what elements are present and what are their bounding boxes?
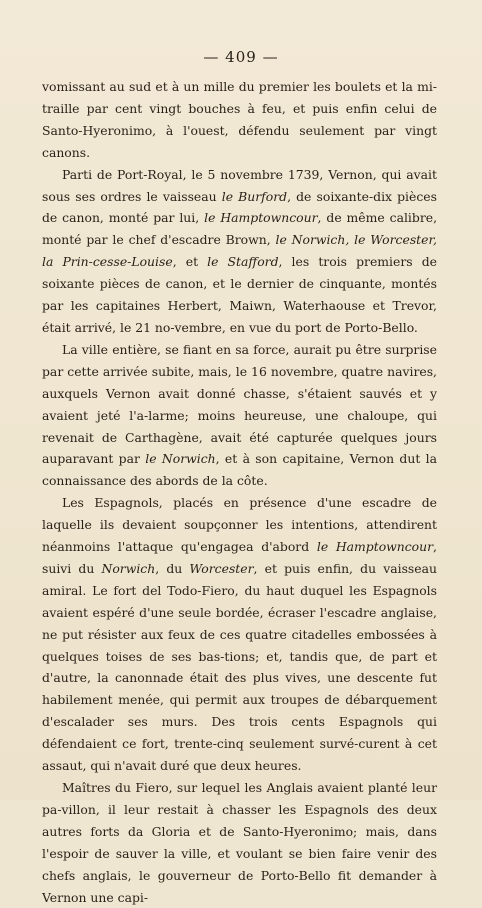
paragraph-p4 xyxy=(42,492,437,777)
text-run: Les Espagnols, placés en présence d'une escadre de laquelle ils devaient soupçonner les intentions, attendirent néanmoins l'attaque qu'engagea d'abord xyxy=(42,495,437,555)
page-number: — 409 — xyxy=(203,48,279,66)
italic-text: le Hamptowncour xyxy=(204,210,318,226)
text-run: , et puis enfin, du vaisseau amiral. Le fort del Todo-Fiero, du haut duquel les Espagnols avaient espéré d'une seule bordée, écraser l'escadre anglaise, ne put résister aux feux de ces quatre citadelles embossées à quelques toises de ses bas-tions; et, tandis que, de part et d'autre, la canonnade était des plus vives, une descente fut habilement menée, qui permit aux troupes de débarquement d'escalader ses murs. Des trois cents Espagnols qui défendaient ce fort, trente-cinq seulement survé-curent à cet assaut, qui n'avait duré que deux heures. xyxy=(42,560,437,774)
text-run: , et xyxy=(172,254,208,270)
text-run: , de même calibre, monté par le chef d'escadre Brown, xyxy=(42,210,438,248)
text-run: , suivi du xyxy=(42,539,437,576)
text-run: , du xyxy=(155,560,190,576)
page-body xyxy=(42,76,437,908)
text-run: , de soixante-dix pièces de canon, monté par lui, xyxy=(42,188,437,226)
italic-text: Norwich xyxy=(101,560,156,576)
paragraph-p2 xyxy=(42,164,437,339)
text-run: vomissant au sud et à un mille du premier les boulets et la mi-traille par cent vingt bouches à feu, et puis enfin celui de Santo-Hyeronimo, à l'ouest, défendu seulement par vingt canons. xyxy=(42,79,437,160)
text-run: La ville entière, se fiant en sa force, aurait pu être surprise par cette arrivée subite, mais, le 16 novembre, quatre navires, auxquels Vernon avait donné chasse, s'étaient sauvés et y avaient jeté l'a-larme; moins heureuse, une chaloupe, qui revenait de Carthagène, avait été capturée quelques jours auparavant par xyxy=(42,341,437,467)
text-run: , et à son capitaine, Vernon dut la connaissance des abords de la côte. xyxy=(42,451,437,489)
paragraph-p1 xyxy=(42,76,437,164)
paragraph-p5 xyxy=(42,777,437,908)
text-run: Maîtres du Fiero, sur lequel les Anglais avaient planté leur pa-villon, il leur restait à chasser les Espagnols des deux autres forts da Gloria et de Santo-Hyeronimo; mais, dans l'espoir de sauver la ville, et voulant se bien faire venir des chefs anglais, le gouverneur de Porto-Bello fit demander à Vernon une capi- xyxy=(42,780,437,905)
paragraph-p3 xyxy=(42,339,437,492)
text-run: , les trois premiers de soixante pièces de canon, et le dernier de cinquante, montés par les capitaines Herbert, Maiwn, Waterhaouse et Trevor, était arrivé, le 21 no-vembre, en vue du port de Porto-Bello. xyxy=(42,254,437,335)
italic-text: Worcester xyxy=(189,560,254,576)
italic-text: le Stafford xyxy=(207,254,279,270)
italic-text: le Norwich, le Worcester, la Prin-cesse-Louise xyxy=(42,232,437,270)
text-run: Parti de Port-Royal, le 5 novembre 1739, Vernon, qui avait sous ses ordres le vaisseau xyxy=(42,166,437,204)
italic-text: le Burford xyxy=(221,188,288,204)
italic-text: le Norwich xyxy=(145,451,216,467)
italic-text: le Hamptowncour xyxy=(316,539,434,555)
